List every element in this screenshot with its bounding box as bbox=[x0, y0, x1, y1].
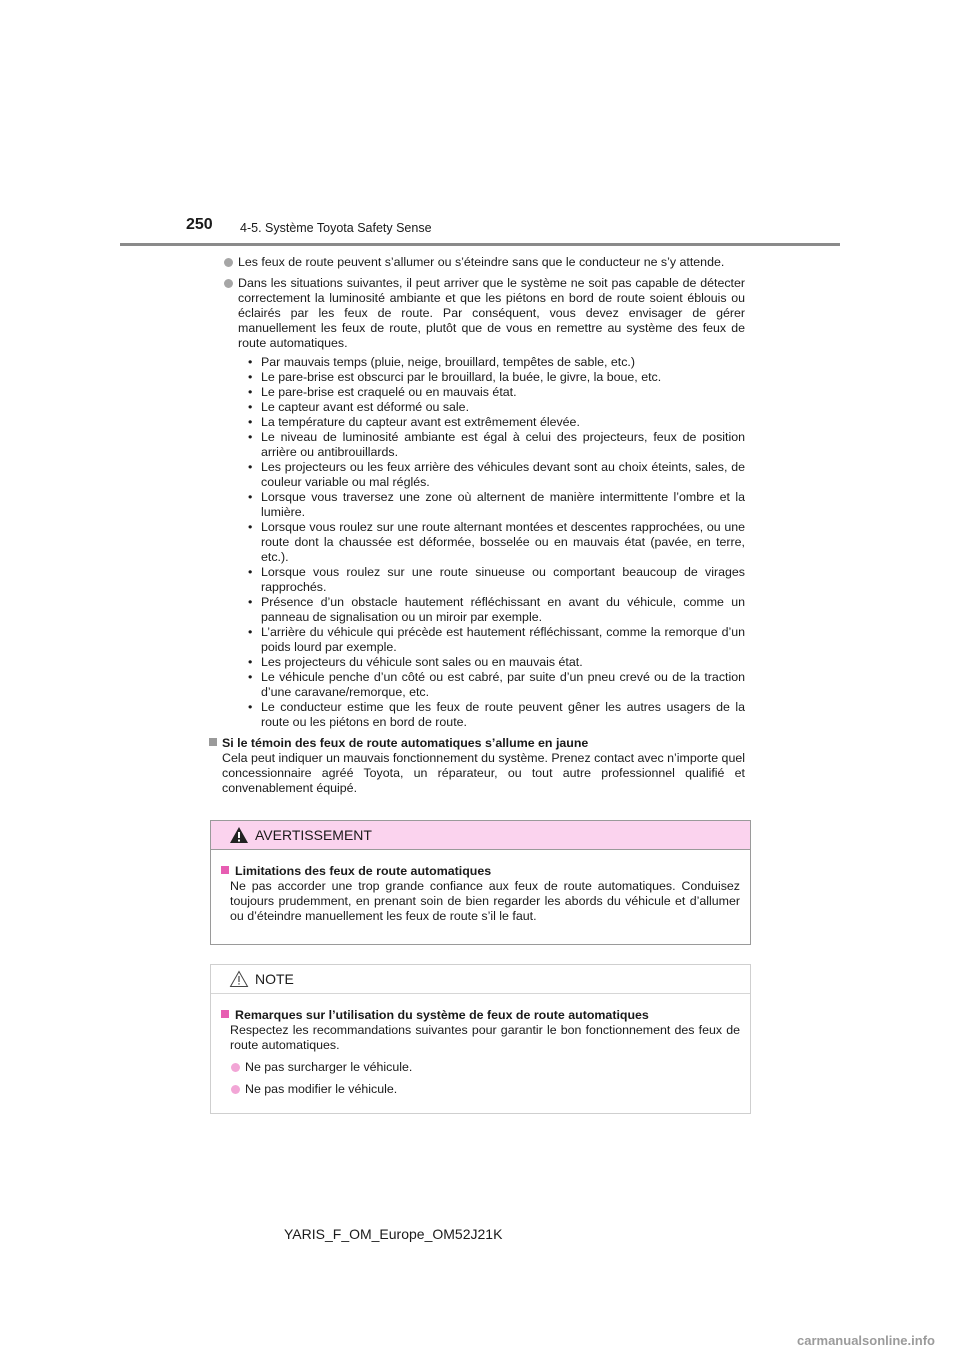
note-heading: Remarques sur l’utilisation du système de feux de route automatiques bbox=[221, 1008, 740, 1023]
bullet-dot-icon bbox=[231, 1085, 240, 1094]
bullet-item: Dans les situations suivantes, il peut arriver que le système ne soit pas capable de détecter correctement la luminosité ambiante et que les piétons en bord de route soient éblouis ou éclairés par les feux de route. Par conséquent, vous devez envisager de gérer manuellement les feux de route, plutôt que de vous en remettre au système des feux de route automatiques. • Par mauvais temps (pluie, neige, brouillard, tempêtes de sable, etc.) • Le pare-brise est obscurci par le brouillard, la buée, le givre, la boue, etc. • Le pare-brise est craquelé ou en mauvais état. • Le capteur avant est déformé ou sale. • La température du capteur avant est extrêmement élevée. • Le niveau de luminosité ambiante est égal à celui des projecteurs, feux de position arrière ou antibrouillards. • Les projecteurs ou les feux arrière des véhicules devant sont au choix éteints, sales, de couleur variable ou mal réglés. • Lorsque vous traversez une zone où alternent de manière intermittente l’ombre et la lumière. • Lorsque vous roulez sur une route alternant montées et descentes rapprochées, ou une route dont la chaussée est déformée, bosselée ou en mauvais état (pavée, en terre, etc.). • Lorsque vous roulez sur une route sinueuse ou comportant beaucoup de virages rapprochés. • Présence d’un obstacle hautement réfléchissant en avant du véhicule, comme un panneau de signalisation ou un miroir par exemple. • L’arrière du véhicule qui précède est hautement réfléchissant, comme la remorque d’un poids lourd par exemple. • Les projecteurs du véhicule sont sales ou en mauvais état. • Le véhicule penche d’un côté ou est cabré, par suite d’un pneu crevé ou de la traction d’une caravane/remorque, etc. • Le conducteur estime que les feux de route peuvent gêner les autres usagers de la route ou les piétons en bord de route. bbox=[222, 276, 745, 730]
list-item: • Lorsque vous roulez sur une route sinueuse ou comportant beaucoup de virages rapprochés. bbox=[248, 565, 745, 595]
square-bullet-icon bbox=[209, 738, 217, 746]
indicator-text: Cela peut indiquer un mauvais fonctionnement du système. Prenez contact avec n’importe quel concessionnaire agréé Toyota, un réparateur, ou tout autre professionnel qualifié et convenablement équipé. bbox=[222, 751, 745, 795]
section-title: 4-5. Système Toyota Safety Sense bbox=[240, 221, 432, 235]
list-item: • Par mauvais temps (pluie, neige, brouillard, tempêtes de sable, etc.) bbox=[248, 355, 745, 370]
square-bullet-icon bbox=[221, 1010, 229, 1018]
header-rule bbox=[120, 243, 840, 246]
main-content bbox=[222, 255, 745, 796]
list-item: • Les projecteurs du véhicule sont sales ou en mauvais état. bbox=[248, 655, 745, 670]
list-item: • Le véhicule penche d’un côté ou est cabré, par suite d’un pneu crevé ou de la traction d’une caravane/remorque, etc. bbox=[248, 670, 745, 700]
warning-triangle-icon bbox=[229, 826, 249, 844]
warning-box bbox=[210, 820, 751, 945]
page-number: 250 bbox=[186, 216, 213, 233]
list-item: • Le capteur avant est déformé ou sale. bbox=[248, 400, 745, 415]
indicator-heading: Si le témoin des feux de route automatiques s’allume en jaune bbox=[222, 736, 745, 751]
watermark: carmanualsonline.info bbox=[797, 1333, 935, 1348]
list-item: • Le niveau de luminosité ambiante est égal à celui des projecteurs, feux de position arrière ou antibrouillards. bbox=[248, 430, 745, 460]
list-item: Ne pas modifier le véhicule. bbox=[221, 1082, 740, 1097]
note-title: NOTE bbox=[255, 971, 294, 987]
square-bullet-icon bbox=[221, 866, 229, 874]
list-item: • Lorsque vous traversez une zone où alternent de manière intermittente l’ombre et la lumière. bbox=[248, 490, 745, 520]
list-item: • Le conducteur estime que les feux de route peuvent gêner les autres usagers de la route ou les piétons en bord de route. bbox=[248, 700, 745, 730]
note-text: Respectez les recommandations suivantes pour garantir le bon fonctionnement des feux de route automatiques. bbox=[230, 1023, 740, 1052]
list-item: • L’arrière du véhicule qui précède est hautement réfléchissant, comme la remorque d’un poids lourd par exemple. bbox=[248, 625, 745, 655]
bullet-item: Les feux de route peuvent s’allumer ou s’éteindre sans que le conducteur ne s’y attende. bbox=[222, 255, 745, 270]
warning-title: AVERTISSEMENT bbox=[255, 827, 372, 843]
caution-triangle-icon bbox=[229, 970, 249, 988]
list-item: • Présence d’un obstacle hautement réfléchissant en avant du véhicule, comme un panneau de signalisation ou un miroir par exemple. bbox=[248, 595, 745, 625]
note-box bbox=[210, 964, 751, 1114]
list-item: • Les projecteurs ou les feux arrière des véhicules devant sont au choix éteints, sales, de couleur variable ou mal réglés. bbox=[248, 460, 745, 490]
list-item: • La température du capteur avant est extrêmement élevée. bbox=[248, 415, 745, 430]
list-item: • Le pare-brise est craquelé ou en mauvais état. bbox=[248, 385, 745, 400]
list-item: • Le pare-brise est obscurci par le brouillard, la buée, le givre, la boue, etc. bbox=[248, 370, 745, 385]
list-item: • Lorsque vous roulez sur une route alternant montées et descentes rapprochées, ou une route dont la chaussée est déformée, bosselée ou en mauvais état (pavée, en terre, etc.). bbox=[248, 520, 745, 565]
list-item: Ne pas surcharger le véhicule. bbox=[221, 1060, 740, 1075]
warning-text: Ne pas accorder une trop grande confiance aux feux de route automatiques. Conduisez toujours prudemment, en prenant soin de bien regarder les abords du véhicule et d’allumer ou d’éteindre manuellement les feux de route s’il le faut. bbox=[230, 879, 740, 923]
document-code: YARIS_F_OM_Europe_OM52J21K bbox=[284, 1226, 503, 1242]
warning-heading: Limitations des feux de route automatiques bbox=[221, 864, 740, 879]
bullet-dot-icon bbox=[231, 1063, 240, 1072]
bullet-dot-icon bbox=[224, 258, 233, 267]
situations-list bbox=[238, 355, 745, 730]
bullet-dot-icon bbox=[224, 279, 233, 288]
